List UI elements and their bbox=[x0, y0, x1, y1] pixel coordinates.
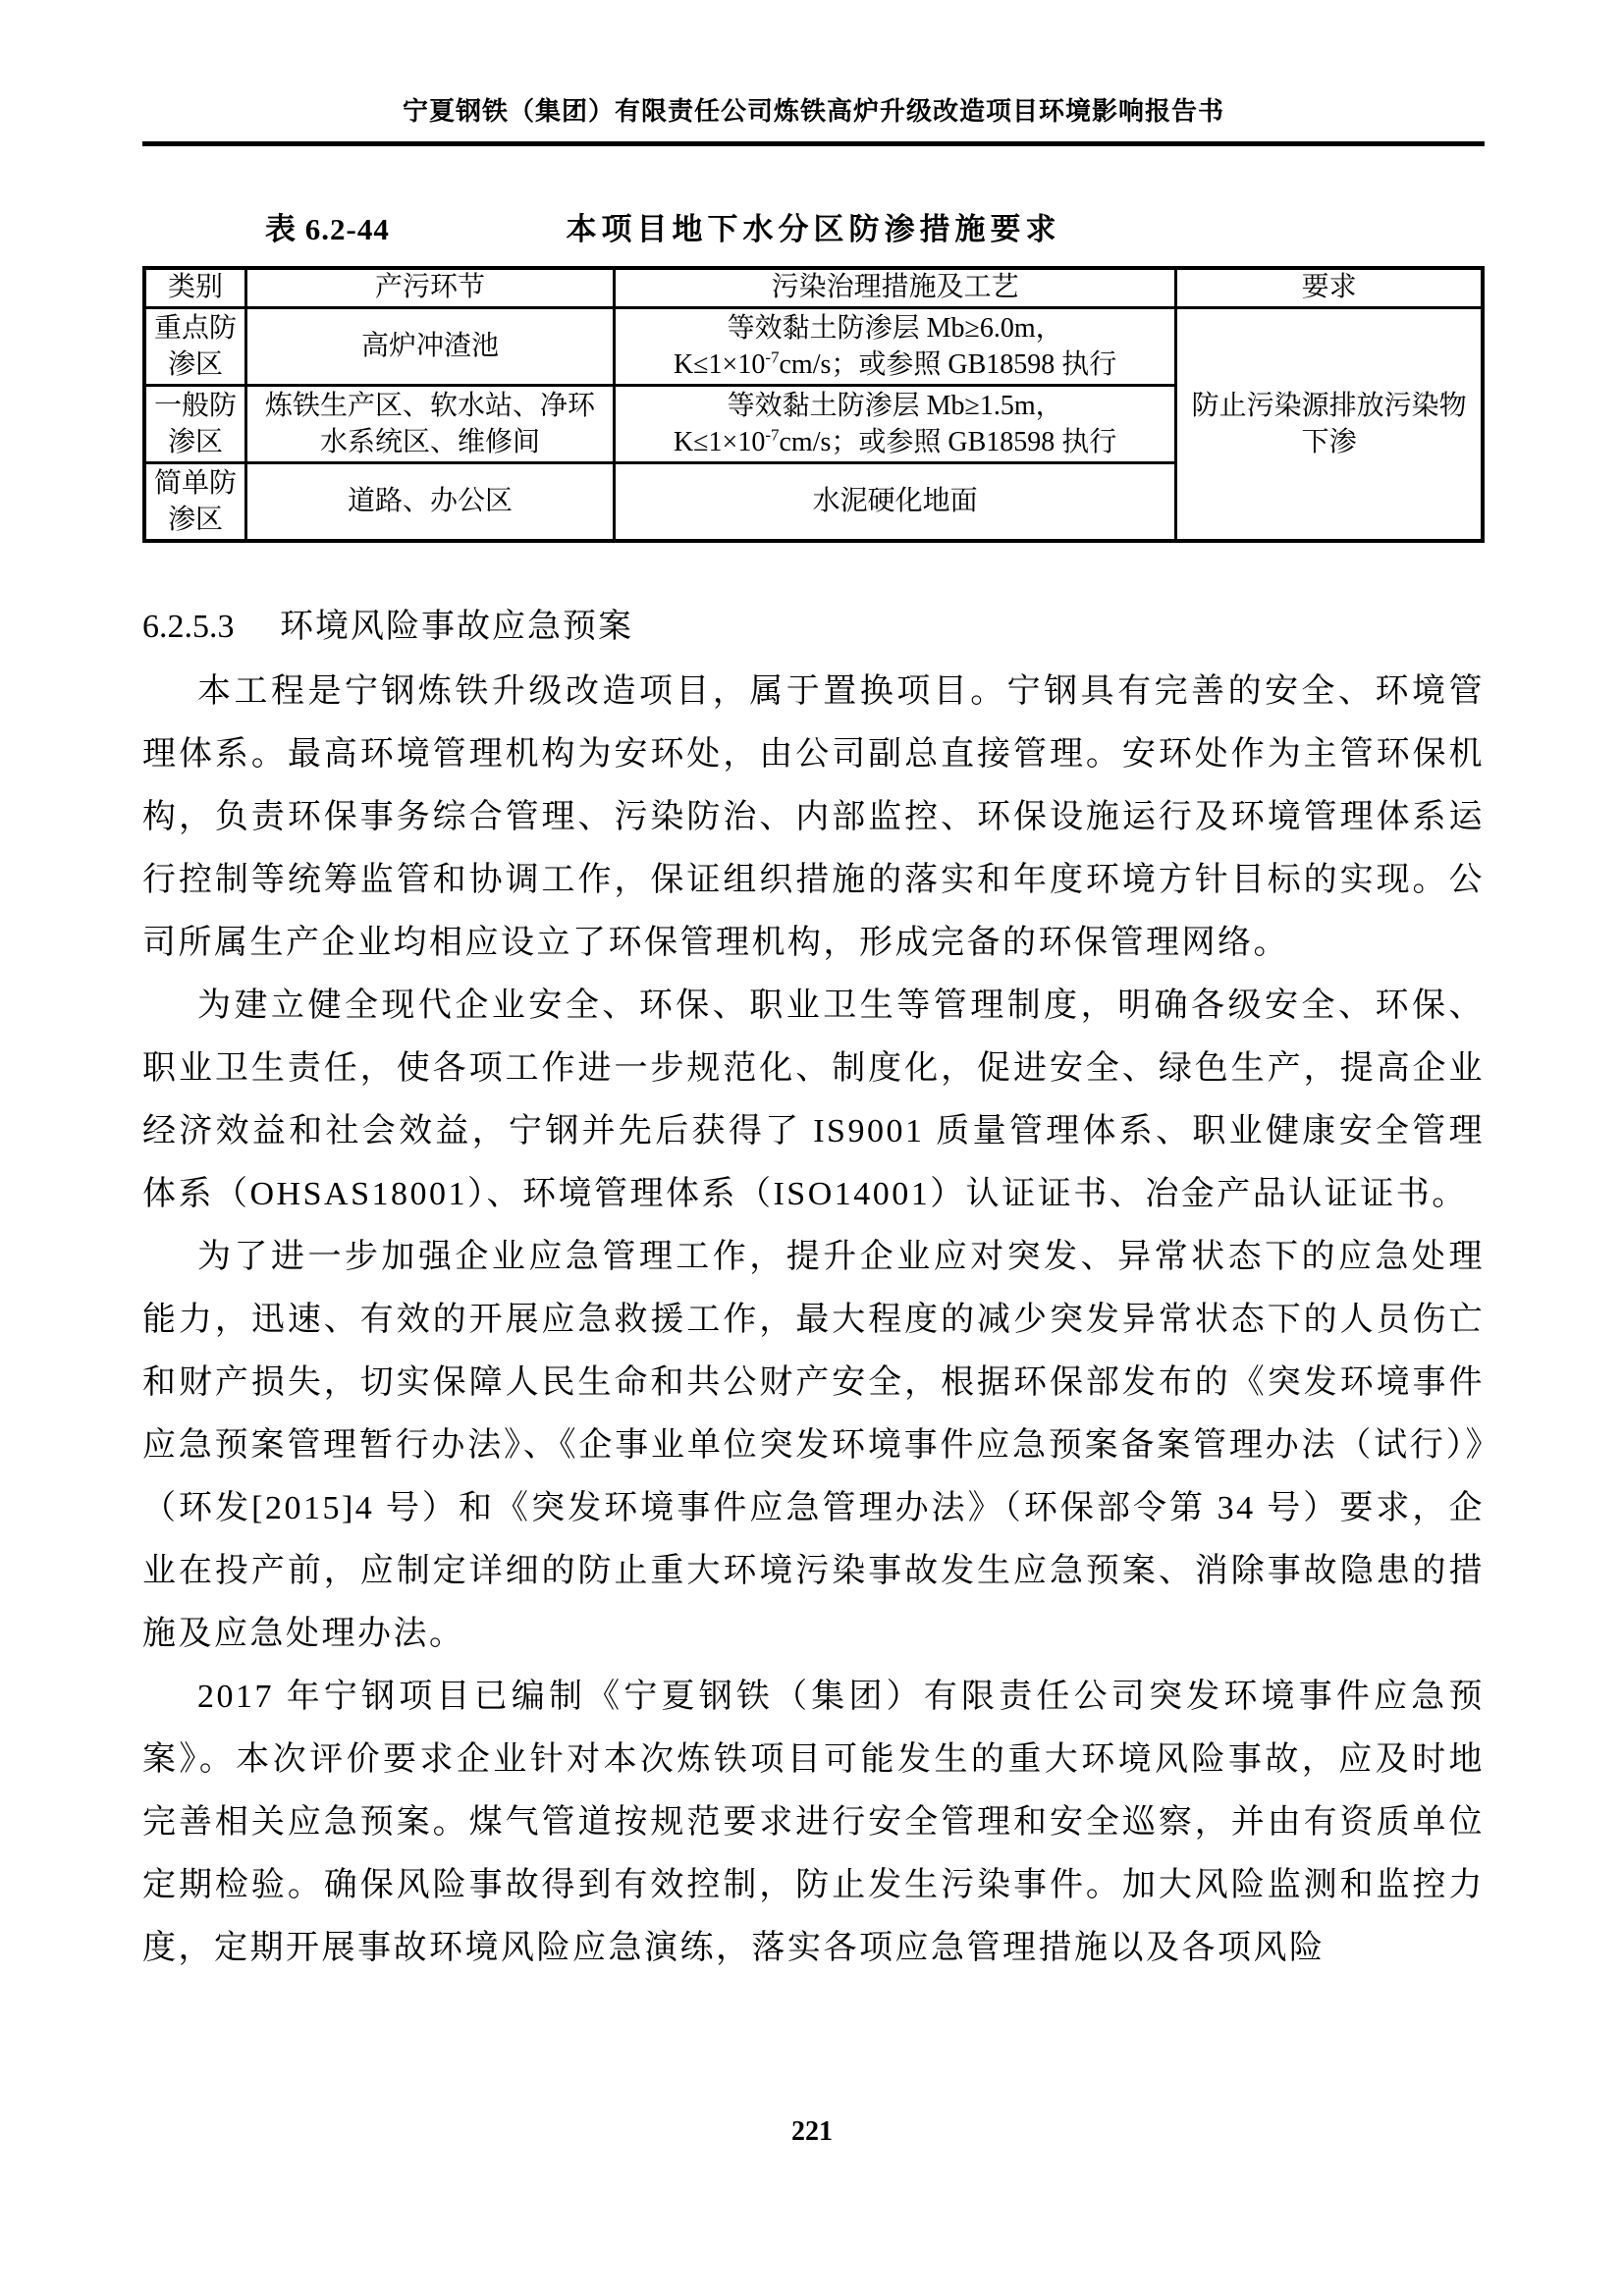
table-title: 本项目地下水分区防渗措施要求 bbox=[566, 212, 1061, 246]
page-header-title: 宁夏钢铁（集团）有限责任公司炼铁高炉升级改造项目环境影响报告书 bbox=[142, 94, 1485, 146]
paragraph-1: 本工程是宁钢炼铁升级改造项目，属于置换项目。宁钢具有完善的安全、环境管理体系。最高环境管理机构为安环处，由公司副总直接管理。安环处作为主管环保机构，负责环保事务综合管理、污染防治、内部监控、环保设施运行及环境管理体系运行控制等统筹监管和协调工作，保证组织措施的落实和年度环境方针目标的实现。公司所属生产企业均相应设立了环保管理机构，形成完备的环保管理网络。 bbox=[142, 672, 1485, 961]
cell-requirement: 防止污染源排放污染物下渗 bbox=[1176, 307, 1483, 541]
col-header-category: 类别 bbox=[144, 268, 246, 307]
cell-category: 简单防渗区 bbox=[144, 462, 246, 541]
table-row-key-zone bbox=[144, 307, 1483, 385]
seepage-measures-table bbox=[142, 266, 1485, 543]
paragraph-2: 为建立健全现代企业安全、环保、职业卫生等管理制度，明确各级安全、环保、职业卫生责任，使各项工作进一步规范化、制度化，促进安全、绿色生产，提高企业经济效益和社会效益，宁钢并先后获得了 IS9001 质量管理体系、职业健康安全管理体系（OHSAS18001）、环境管理体系（ISO14001）认证证书、冶金产品认证证书。 bbox=[142, 987, 1485, 1212]
col-header-source: 产污环节 bbox=[246, 268, 615, 307]
cell-category: 一般防渗区 bbox=[144, 385, 246, 462]
measure-k-suffix: cm/s；或参照 GB18598 执行 bbox=[779, 426, 1117, 457]
superscript-exponent: -7 bbox=[765, 425, 780, 445]
section-number: 6.2.5.3 bbox=[142, 608, 235, 645]
measure-line2 bbox=[620, 424, 1170, 460]
page-number: 221 bbox=[791, 2116, 833, 2147]
measure-line2 bbox=[620, 347, 1170, 383]
page-content bbox=[142, 209, 1485, 1980]
cell-source: 道路、办公区 bbox=[246, 462, 615, 541]
measure-line1: 等效黏土防渗层 Mb≥6.0m， bbox=[727, 312, 1063, 344]
table-caption bbox=[142, 209, 1485, 250]
section-heading bbox=[142, 606, 1485, 649]
col-header-requirement: 要求 bbox=[1176, 268, 1483, 307]
cell-measure bbox=[614, 385, 1175, 462]
col-header-measure: 污染治理措施及工艺 bbox=[614, 268, 1175, 307]
measure-k-prefix: K≤1×10 bbox=[673, 426, 766, 457]
measure-k-suffix: cm/s；或参照 GB18598 执行 bbox=[779, 348, 1117, 380]
cell-category: 重点防渗区 bbox=[144, 307, 246, 385]
page-footer bbox=[0, 2116, 1624, 2148]
measure-k-prefix: K≤1×10 bbox=[673, 348, 766, 380]
paragraph-4: 2017 年宁钢项目已编制《宁夏钢铁（集团）有限责任公司突发环境事件应急预案》。本次评价要求企业针对本次炼铁项目可能发生的重大环境风险事故，应及时地完善相关应急预案。煤气管道按规范要求进行安全管理和安全巡察，并由有资质单位定期检验。确保风险事故得到有效控制，防止发生污染事件。加大风险监测和监控力度，定期开展事故环境风险应急演练，落实各项应急管理措施以及各项风险 bbox=[142, 1678, 1485, 1966]
section-title: 环境风险事故应急预案 bbox=[280, 608, 633, 645]
cell-source: 高炉冲渣池 bbox=[246, 307, 615, 385]
measure-line1: 等效黏土防渗层 Mb≥1.5m， bbox=[727, 390, 1063, 421]
table-header-row bbox=[144, 268, 1483, 307]
table-label: 表 6.2-44 bbox=[265, 212, 390, 246]
paragraph-3: 为了进一步加强企业应急管理工作，提升企业应对突发、异常状态下的应急处理能力，迅速、有效的开展应急救援工作，最大程度的减少突发异常状态下的人员伤亡和财产损失，切实保障人民生命和共公财产安全，根据环保部发布的《突发环境事件应急预案管理暂行办法》、《企事业单位突发环境事件应急预案备案管理办法（试行）》（环发[2015]4 号）和《突发环境事件应急管理办法》（环保部令第 34 号）要求，企业在投产前，应制定详细的防止重大环境污染事故发生应急预案、消除事故隐患的措施及应急处理办法。 bbox=[142, 1238, 1485, 1652]
page-header bbox=[142, 0, 1485, 146]
superscript-exponent: -7 bbox=[765, 347, 780, 367]
body-text bbox=[142, 661, 1485, 1980]
cell-measure bbox=[614, 307, 1175, 385]
cell-measure: 水泥硬化地面 bbox=[614, 462, 1175, 541]
cell-source: 炼铁生产区、软水站、净环水系统区、维修间 bbox=[246, 385, 615, 462]
